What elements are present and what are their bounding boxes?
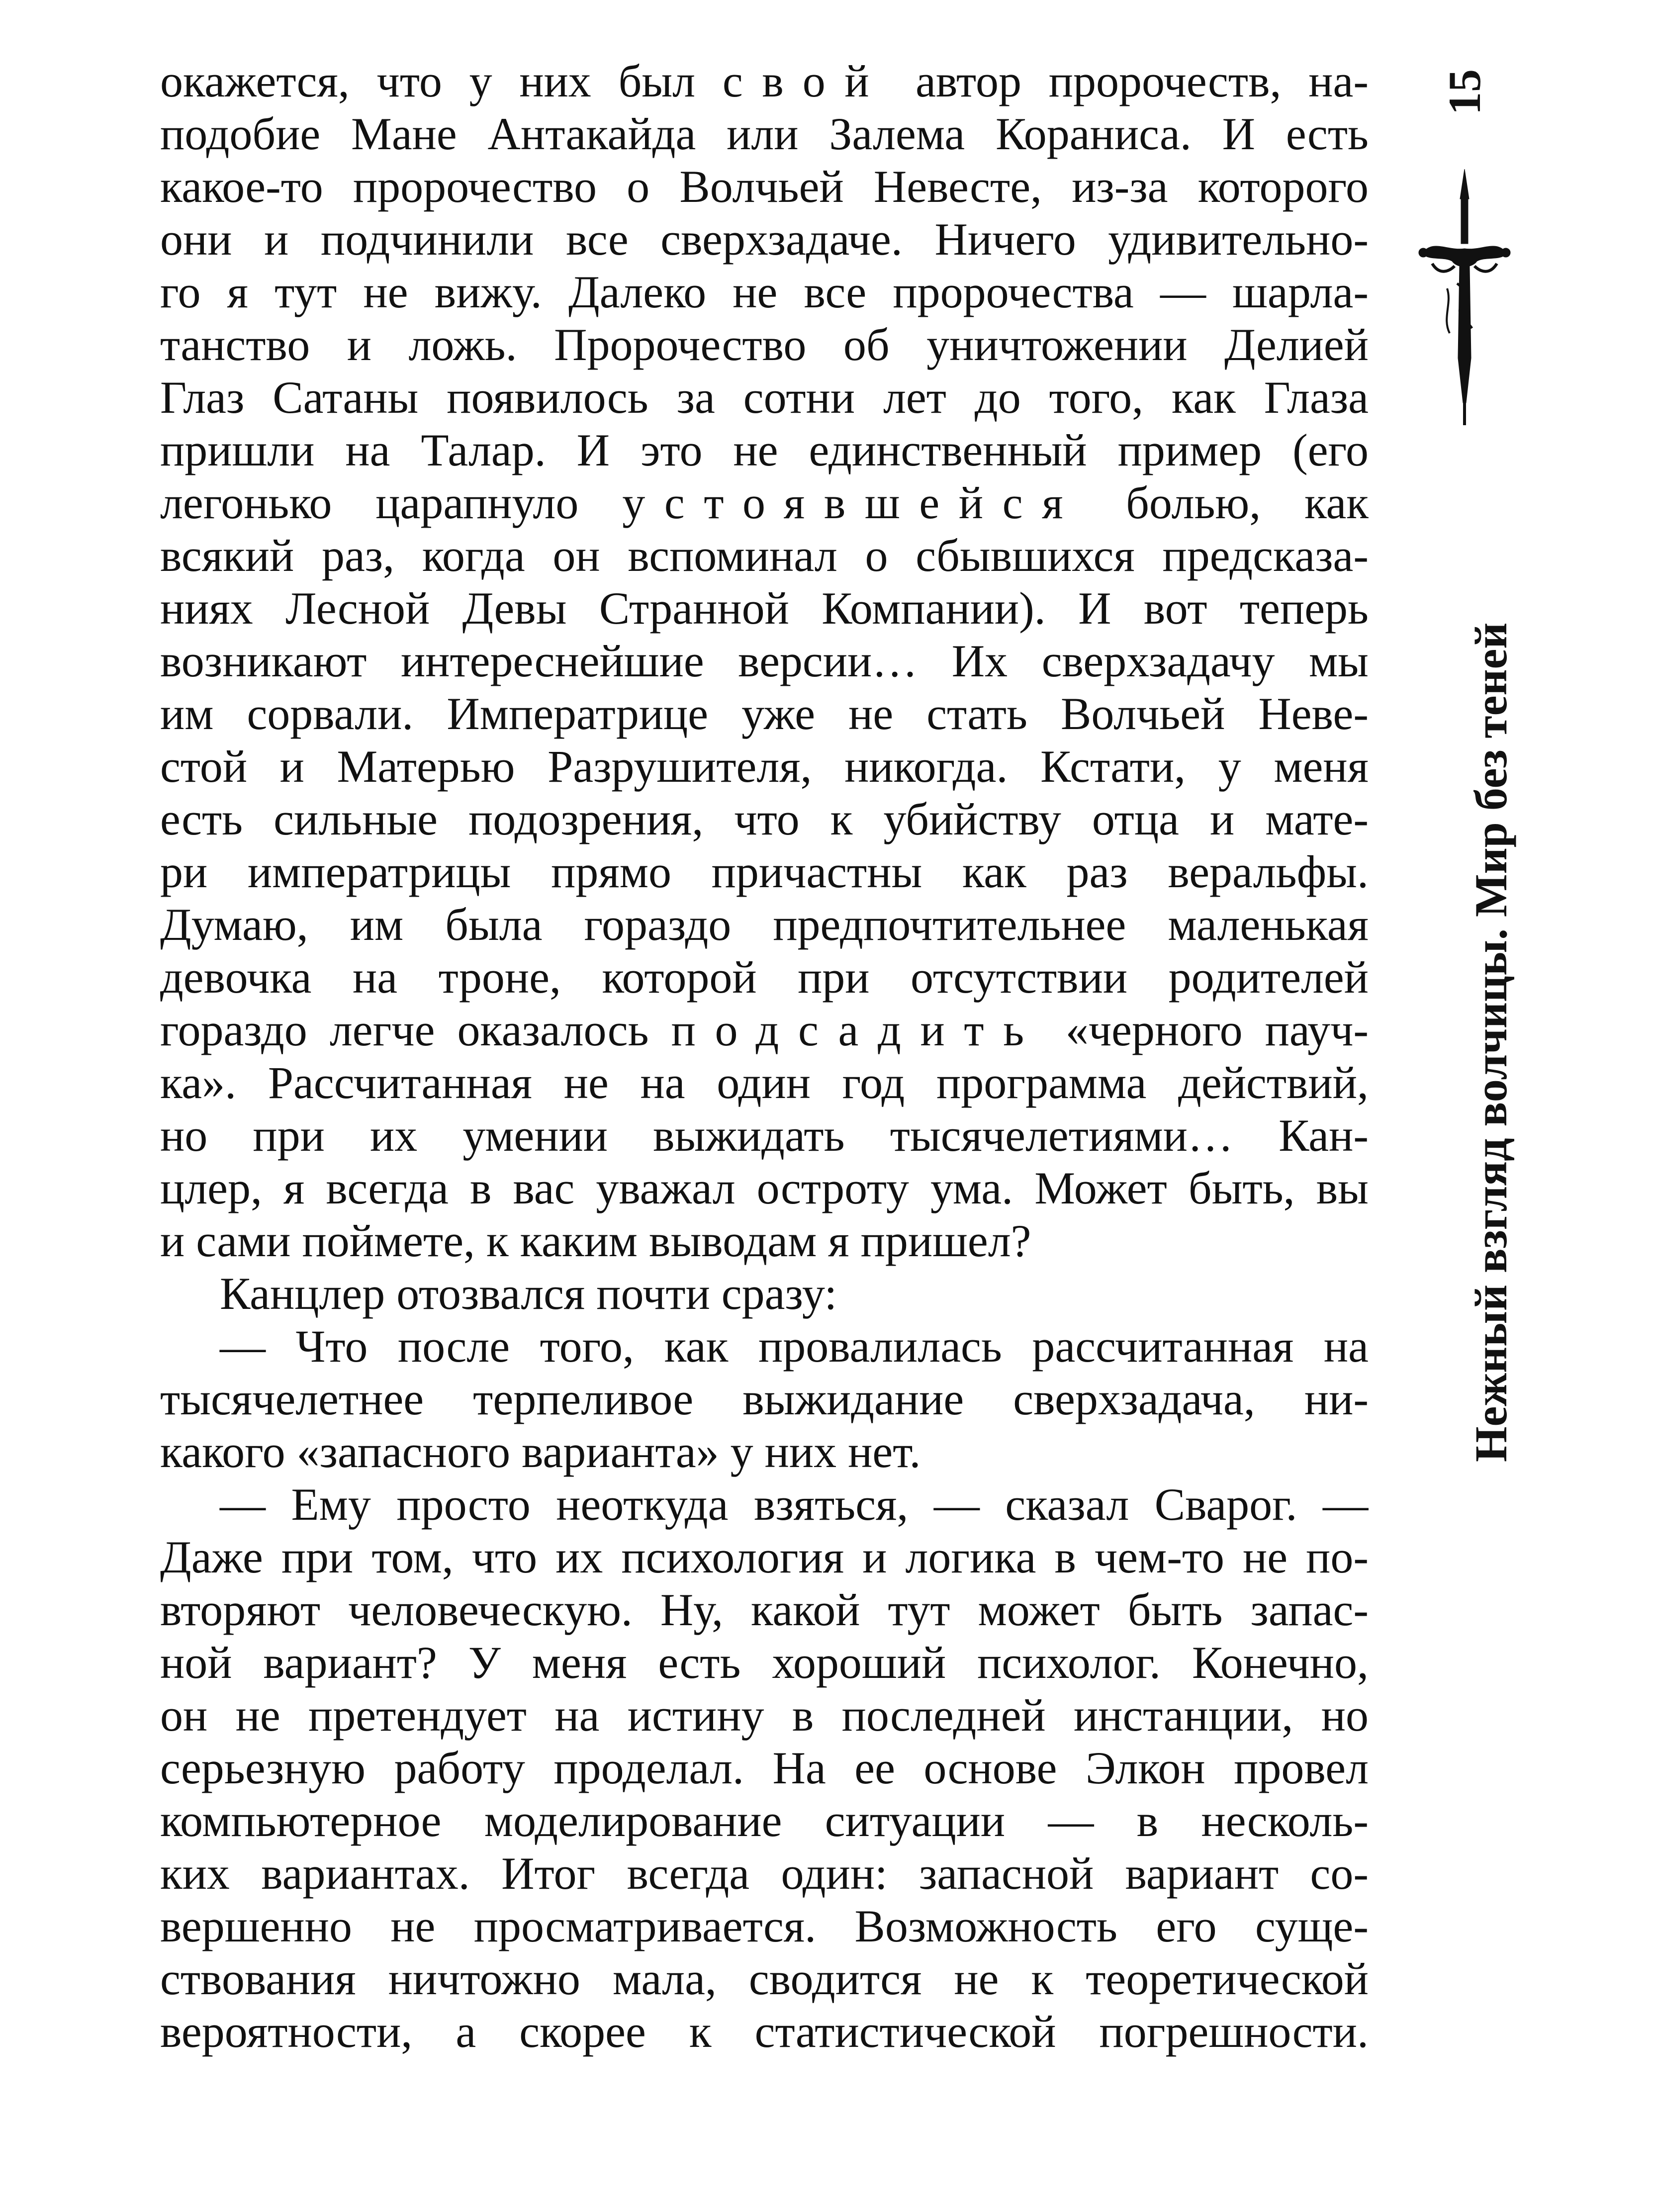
text-span: ствования ничтожно мала, сводится не к теоретической [160, 1953, 1369, 2004]
text-span: им сорвали. Императрице уже не стать Волчьей Неве- [160, 688, 1369, 739]
text-line [160, 740, 1369, 793]
text-span: девочка на троне, которой при отсутствии родителей [160, 952, 1369, 1003]
text-line [160, 1004, 1369, 1056]
emphasized-text: устоявшейся [622, 477, 1083, 528]
text-span: стой и Матерью Разрушителя, никогда. Кстати, у меня [160, 741, 1369, 792]
text-span: есть сильные подозрения, что к убийству отца и мате- [160, 794, 1369, 844]
body-text [160, 55, 1369, 2058]
text-span: — Что после того, как провалилась рассчитанная на [220, 1321, 1369, 1372]
text-span: тысячелетнее терпеливое выжидание сверхзадача, ни- [160, 1374, 1369, 1424]
text-line [160, 213, 1369, 266]
text-span: возникают интереснейшие версии… Их сверхзадачу мы [160, 636, 1369, 686]
text-line [160, 318, 1369, 371]
text-span: всякий раз, когда он вспоминал о сбывшихся предсказа- [160, 530, 1369, 581]
text-span: окажется, что у них был [160, 56, 723, 106]
text-span: ниях Лесной Девы Странной Компании). И вот теперь [160, 583, 1369, 634]
page-number: 15 [1439, 69, 1490, 115]
text-span: «черного пауч- [1043, 1005, 1369, 1055]
text-span: ной вариант? У меня есть хороший психолог. Конечно, [160, 1637, 1369, 1688]
text-line [160, 529, 1369, 582]
text-span: вершенно не просматривается. Возможность его суще- [160, 1901, 1369, 1951]
text-span: какое-то пророчество о Волчьей Невесте, из-за которого [160, 161, 1369, 212]
text-line [160, 951, 1369, 1004]
text-line [160, 371, 1369, 424]
text-span: компьютерное моделирование ситуации — в несколь- [160, 1795, 1369, 1846]
text-span: ка». Рассчитанная не на один год программа действий, [160, 1057, 1369, 1108]
text-line [160, 845, 1369, 898]
text-line [160, 1162, 1369, 1214]
text-span: серьезную работу проделал. На ее основе Элкон провел [160, 1743, 1369, 1793]
text-span: но при их умении выжидать тысячелетиями… Кан- [160, 1110, 1369, 1161]
text-line [160, 1689, 1369, 1742]
text-line [160, 1583, 1369, 1636]
text-span: какого «запасного варианта» у них нет. [160, 1426, 921, 1477]
text-span: танство и ложь. Пророчество об уничтожении Делией [160, 319, 1369, 370]
text-line [160, 1900, 1369, 1952]
text-span: болью, как [1082, 477, 1369, 528]
text-line [160, 55, 1369, 107]
text-span: ких вариантах. Итог всегда один: запасной вариант со- [160, 1848, 1369, 1899]
text-span: вторяют человеческую. Ну, какой тут может быть запас- [160, 1584, 1369, 1635]
text-line [160, 1636, 1369, 1689]
text-line [160, 476, 1369, 529]
emphasized-text: свой [722, 56, 889, 106]
text-line [160, 1952, 1369, 2005]
text-span: легонько царапнуло [160, 477, 623, 528]
text-line [160, 1320, 1369, 1373]
text-line [160, 266, 1369, 318]
text-line [160, 1847, 1369, 1900]
text-line [160, 1742, 1369, 1794]
text-line [160, 898, 1369, 951]
emphasized-text: подсадить [671, 1005, 1043, 1055]
text-span: гораздо легче оказалось [160, 1005, 671, 1055]
text-line [160, 107, 1369, 160]
text-span: он не претендует на истину в последней инстанции, но [160, 1690, 1369, 1741]
text-span: ри императрицы прямо причастны как раз веральфы. [160, 846, 1369, 897]
text-span: пришли на Талар. И это не единственный пример (его [160, 425, 1369, 475]
text-span: — Ему просто неоткуда взяться, — сказал Сварог. — [220, 1479, 1369, 1530]
running-title: Нежный взгляд волчицы. Мир без теней [1466, 622, 1516, 1462]
text-line [160, 1267, 1369, 1320]
text-span: и сами поймете, к каким выводам я пришел? [160, 1215, 1031, 1266]
text-line [160, 635, 1369, 687]
text-line [160, 1373, 1369, 1425]
text-line [160, 1214, 1369, 1267]
text-line [160, 793, 1369, 845]
sword-icon [1412, 169, 1517, 428]
text-span: вероятности, а скорее к статистической погрешности. [160, 2006, 1369, 2057]
text-line [160, 687, 1369, 740]
text-line [160, 160, 1369, 213]
text-span: Даже при том, что их психология и логика в чем-то не по- [160, 1532, 1369, 1582]
text-span: они и подчинили все сверхзадаче. Ничего удивительно- [160, 214, 1369, 265]
text-span: цлер, я всегда в вас уважал остроту ума. Может быть, вы [160, 1163, 1369, 1213]
text-line [160, 1794, 1369, 1847]
text-line [160, 1531, 1369, 1583]
text-line [160, 2005, 1369, 2058]
text-span: Канцлер отозвался почти сразу: [220, 1268, 837, 1319]
text-line [160, 1109, 1369, 1162]
text-line [160, 1056, 1369, 1109]
text-span: Глаз Сатаны появилось за сотни лет до того, как Глаза [160, 372, 1369, 423]
text-line [160, 582, 1369, 635]
text-span: автор пророчеств, на- [888, 56, 1369, 106]
text-span: подобие Мане Антакайда или Залема Кораниса. И есть [160, 108, 1369, 159]
text-span: Думаю, им была гораздо предпочтительнее маленькая [160, 899, 1369, 950]
text-line [160, 1478, 1369, 1531]
text-line [160, 1425, 1369, 1478]
text-line [160, 424, 1369, 476]
text-span: го я тут не вижу. Далеко не все пророчества — шарла- [160, 267, 1369, 317]
